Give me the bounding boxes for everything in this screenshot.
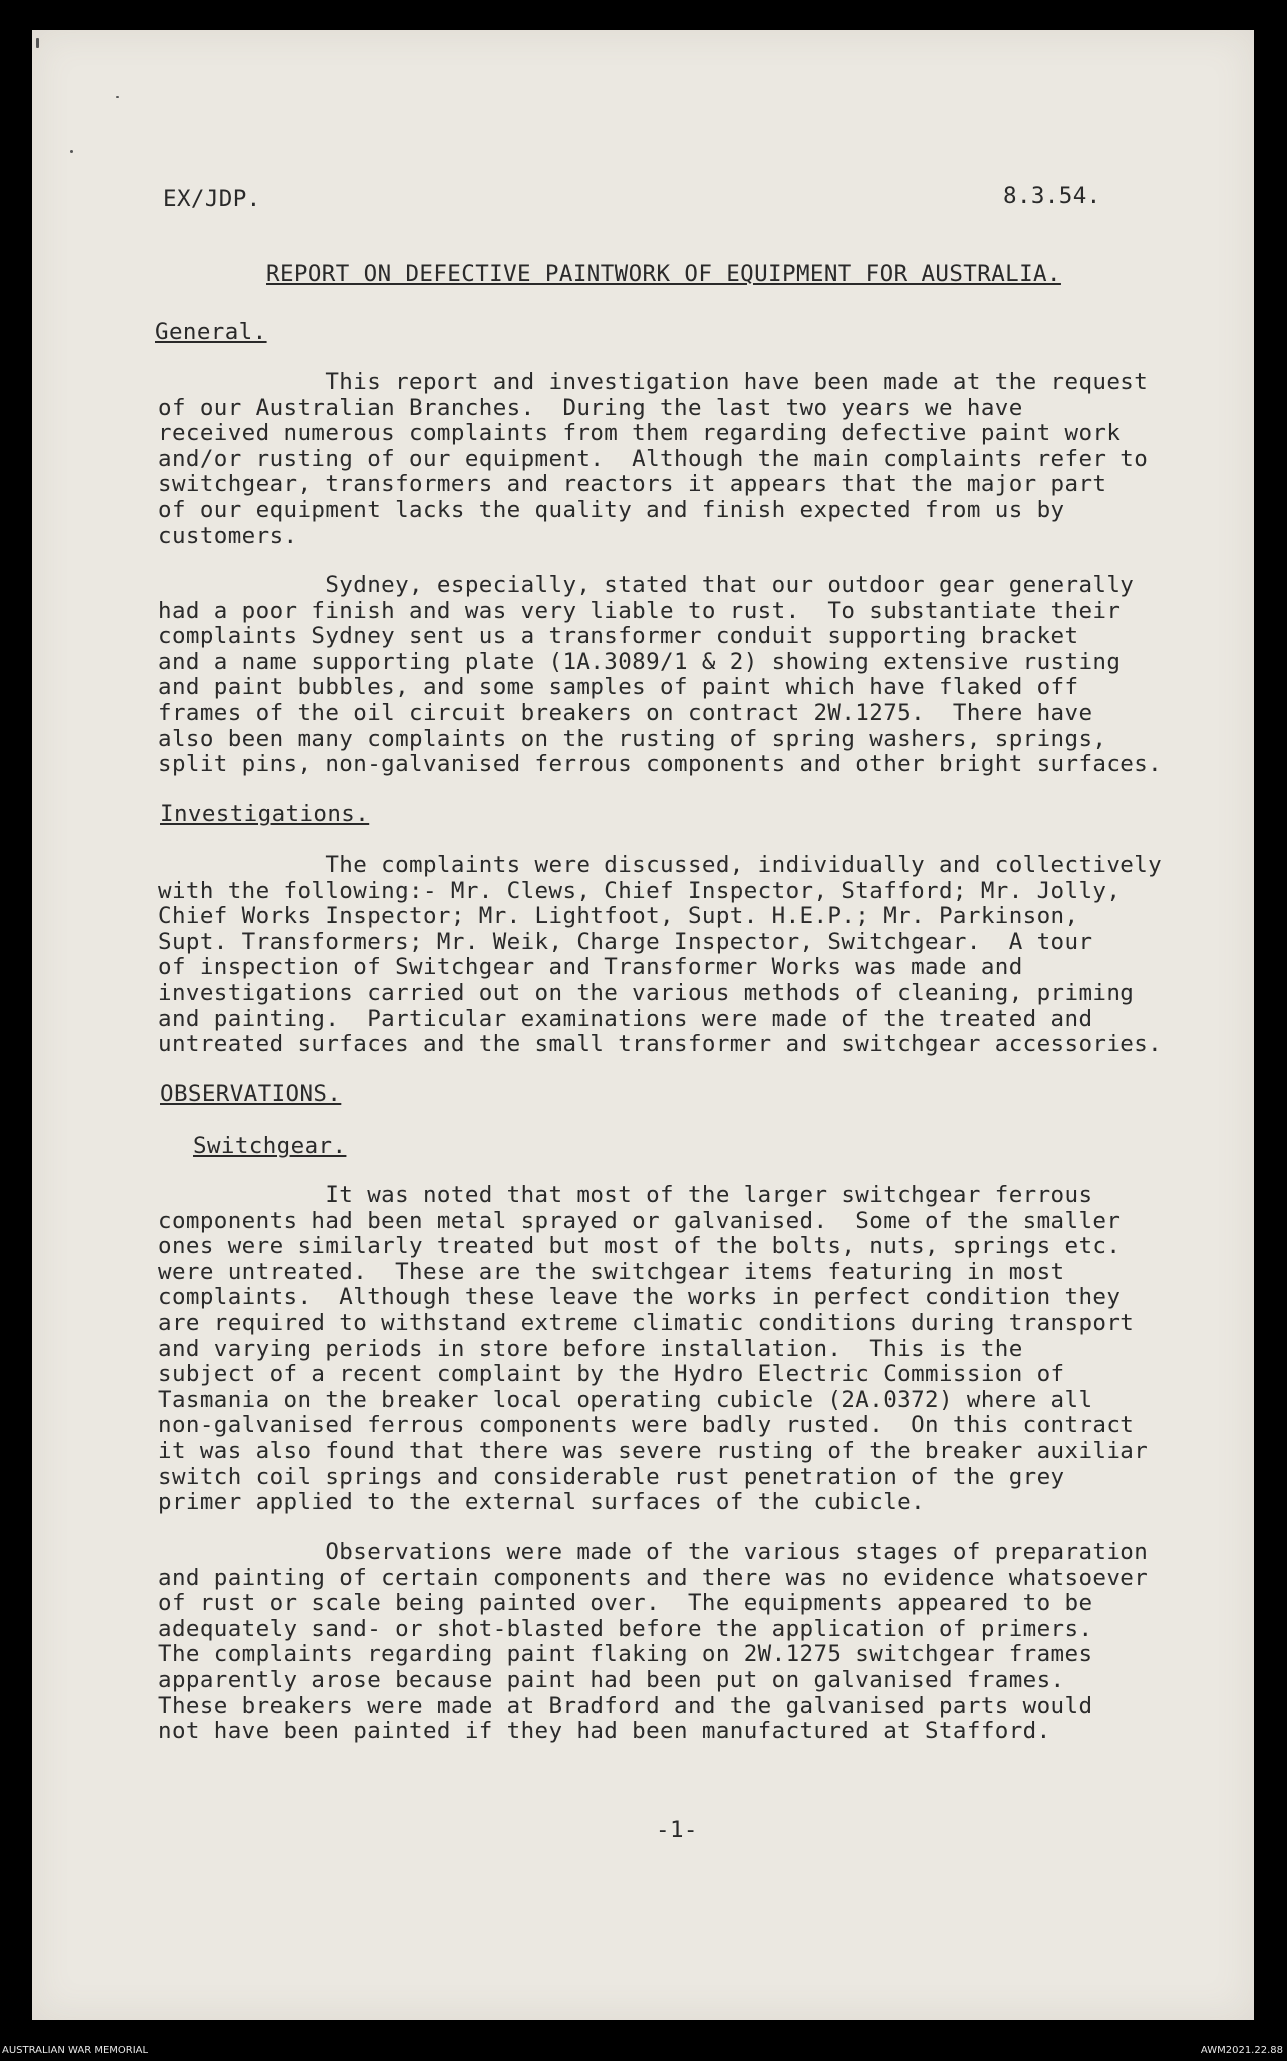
- page-number: -1-: [656, 1817, 698, 1843]
- subsection-heading-switchgear: Switchgear.: [193, 1133, 347, 1159]
- section-heading-observations: OBSERVATIONS.: [160, 1081, 342, 1107]
- paper-speck: [70, 150, 73, 153]
- paragraph-switchgear-1: It was noted that most of the larger switchgear ferrous components had been metal sprayed or galvanised. Some of the smaller ones were similarly treated but most of the bolts, nuts, springs etc. were untreated. These are the switchgear items featuring in most complaints. Although these leave the works in perfect condition they are required to withstand extreme climatic conditions during transport and varying periods in store before installation. This is the subject of a recent complaint by the Hydro Electric Commission of Tasmania on the breaker local operating cubicle (2A.0372) where all non-galvanised ferrous components were badly rusted. On this contract it was also found that there was severe rusting of the breaker auxiliar switch coil springs and considerable rust penetration of the grey primer applied to the external surfaces of the cubicle.: [158, 1182, 1149, 1516]
- credit-accession-number: AWM2021.22.88: [1200, 2045, 1283, 2056]
- paper-speck: [36, 38, 39, 48]
- paragraph-switchgear-2: Observations were made of the various stages of preparation and painting of certain components and there was no evidence whatsoever of rust or scale being painted over. The equipments appeared to be adequately sand- or shot-blasted before the application of primers. The complaints regarding paint flaking on 2W.1275 switchgear frames apparently arose because paint had been put on galvanised frames. These breakers were made at Bradford and the galvanised parts would not have been painted if they had been manufactured at Stafford.: [158, 1539, 1149, 1745]
- section-heading-general: General.: [155, 319, 267, 345]
- credit-institution: AUSTRALIAN WAR MEMORIAL: [2, 2045, 149, 2056]
- section-heading-investigations: Investigations.: [160, 801, 370, 827]
- document-date: 8.3.54.: [1003, 183, 1101, 209]
- document-title: REPORT ON DEFECTIVE PAINTWORK OF EQUIPMENT FOR AUSTRALIA.: [266, 261, 1061, 287]
- paragraph-investigations: The complaints were discussed, individually and collectively with the following:- Mr. Clews, Chief Inspector, Stafford; Mr. Jolly, Chief Works Inspector; Mr. Lightfoot, Supt. H.E.P.; Mr. Parkinson, Supt. Transformers; Mr. Weik, Charge Inspector, Switchgear. A tour of inspection of Switchgear and Transformer Works was made and investigations carried out on the various methods of cleaning, priming and painting. Particular examinations were made of the treated and untreated surfaces and the small transformer and switchgear accessories.: [158, 852, 1163, 1058]
- paragraph-general-2: Sydney, especially, stated that our outdoor gear generally had a poor finish and was very liable to rust. To substantiate their complaints Sydney sent us a transformer conduit supporting bracket and a name supporting plate (1A.3089/1 & 2) showing extensive rusting and paint bubbles, and some samples of paint which have flaked off frames of the oil circuit breakers on contract 2W.1275. There have also been many complaints on the rusting of spring washers, springs, split pins, non-galvanised ferrous components and other bright surfaces.: [158, 572, 1163, 778]
- document-reference: EX/JDP.: [163, 186, 261, 212]
- paper-speck: [116, 96, 119, 98]
- paragraph-general-1: This report and investigation have been made at the request of our Australian Branches. During the last two years we have received numerous complaints from them regarding defective paint work and/or rusting of our equipment. Although the main complaints refer to switchgear, transformers and reactors it appears that the major part of our equipment lacks the quality and finish expected from us by customers.: [158, 369, 1149, 549]
